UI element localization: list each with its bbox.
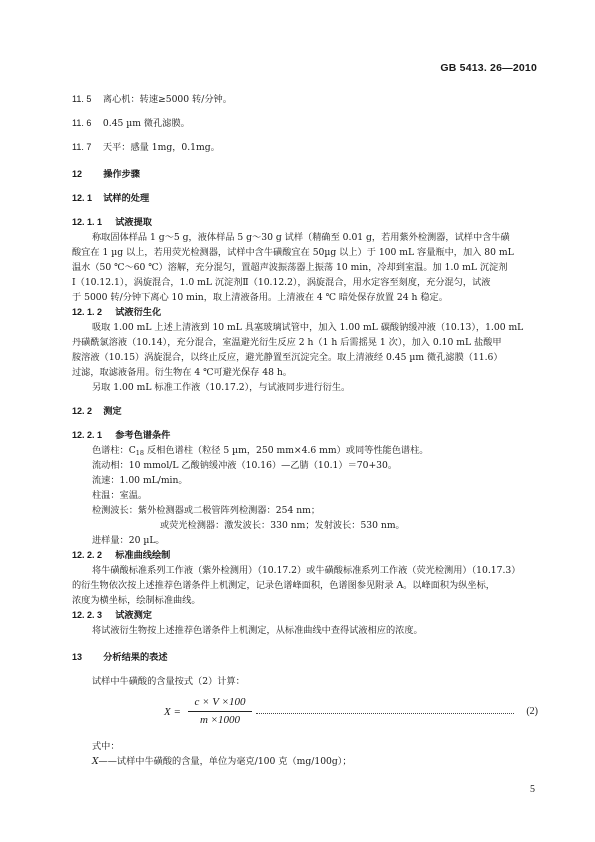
formula-intro: 试样中牛磺酸的含量按式（2）计算： [92,676,245,687]
paragraph-line: 丹磺酰氯溶液（10.14），充分混合，室温避光衍生反应 2 h（1 h 后需摇晃 1 次），加入 0.10 mL 盐酸甲 [72,337,502,348]
wavelength-spec-alt: 或荧光检测器：激发波长：330 nm；发射波长：530 nm。 [160,520,405,531]
formula-denominator: m ×1000 [199,714,241,726]
paragraph-line: 酸宜在 1 µg 以上，若用荧光检测器，试样中含牛磺酸宜在 50µg 以上）于 100 mL 容量瓶中，加入 80 mL [72,247,514,258]
page-number: 5 [530,784,535,795]
section-heading-12-1 [72,191,542,206]
paragraph-line: 过滤，取滤液备用。衍生物在 4 ℃可避光保存 48 h。 [72,367,292,378]
section-title: 分析结果的表述 [103,652,168,663]
subsection-title: 试液测定 [115,610,152,621]
section-heading-12-2 [72,404,542,419]
document-body [72,92,542,769]
clause-text: 0.45 µm 微孔滤膜。 [102,118,190,129]
variable-definition [72,754,542,769]
clause-number: 11. 6 [72,118,92,128]
formula-fraction [188,694,252,729]
subsection-title: 试液提取 [115,217,152,228]
subsection-title: 参考色谱条件 [115,430,171,441]
subsection-number: 12. 2. 1 [72,430,103,440]
section-heading-12 [72,167,542,182]
column-spec: 色谱柱：$C_{18}$ 反相色谱柱（粒径 5 µm，250 mm×4.6 mm）或同等性能色谱柱。 [92,445,429,457]
subsection-title: 试液衍生化 [115,307,162,318]
section-number: 12 [72,169,83,179]
formula-lhs: X = [164,706,181,718]
formula-numerator: c × V ×100 [194,696,246,708]
flow-rate-spec: 流速：1.00 mL/min。 [92,475,188,486]
clause-11-7 [72,140,542,155]
subsection-number: 12. 1. 1 [72,217,103,227]
clause-text: 天平：感量 1mg，0.1mg。 [102,142,220,153]
leader-dots [256,713,514,714]
paragraph-line: 将牛磺酸标准系列工作液（紫外检测用）（10.17.2）或牛磺酸标准系列工作液（荧光检测用）（10.17.3） [92,565,521,576]
clause-text: 离心机：转速≥5000 转/分钟。 [102,94,232,105]
subsection-number: 12. 2. 2 [72,550,103,560]
paragraph-line: 于 5000 转/分钟下离心 10 min，取上清液备用。上清液在 4 ℃ 暗处保存放置 24 h 稳定。 [72,292,448,303]
clause-number: 11. 5 [72,94,92,104]
section-number: 13 [72,652,83,662]
section-title: 试样的处理 [103,193,150,204]
mobile-phase-spec: 流动相：10 mmol/L 乙酸钠缓冲液（10.16）—乙腈（10.1）＝70+30。 [92,460,398,471]
paragraph-line: 温水（50 ℃～60 ℃）溶解，充分混匀，置超声波振荡器上振荡 10 min，冷却到室温。加 1.0 mL 沉淀剂 [72,262,508,273]
where-label: 式中： [92,741,120,752]
formula-2 [72,693,542,733]
injection-volume-spec: 进样量：20 µL。 [92,535,165,546]
column-subscript: 18 [135,449,145,457]
section-title: 测定 [103,406,122,417]
section-heading-13 [72,650,542,665]
paragraph-line: 浓度为横坐标，绘制标准曲线。 [72,595,201,606]
subsection-number: 12. 1. 2 [72,307,103,317]
variable-description: ——试样中牛磺酸的含量，单位为毫克/100 克（mg/100g）； [98,756,352,767]
subsection-heading-12-1-1 [72,215,542,230]
paragraph-line: 称取固体样品 1 g～5 g，液体样品 5 g～30 g 试样（精确至 0.01 g，若用紫外检测器，试样中含牛磺 [92,232,510,243]
paragraph-line: 另取 1.00 mL 标准工作液（10.17.2），与试液同步进行衍生。 [92,382,351,393]
paragraph-line: 的衍生物依次按上述推荐色谱条件上机测定，记录色谱峰面积，色谱图参见附录 A。以峰面积为纵坐标， [72,580,495,591]
section-number: 12. 2 [72,406,93,416]
standard-code: GB 5413. 26—2010 [440,62,537,74]
subsection-number: 12. 2. 3 [72,610,103,620]
paragraph-line: 吸取 1.00 mL 上述上清液到 10 mL 具塞玻璃试管中，加入 1.00 mL 碳酸钠缓冲液（10.13），1.00 mL [92,322,524,333]
column-temp-spec: 柱温：室温。 [92,490,148,501]
paragraph-line: 将试液衍生物按上述推荐色谱条件上机测定，从标准曲线中查得试液相应的浓度。 [92,625,423,636]
paragraph-line: Ⅰ（10.12.1），涡旋混合，1.0 mL 沉淀剂Ⅱ（10.12.2），涡旋混合，用水定容至刻度，充分混匀，试液 [72,277,491,288]
subsection-heading-12-2-2 [72,548,542,563]
subsection-heading-12-2-1 [72,428,542,443]
equation-number: (2) [526,706,538,717]
clause-11-6 [72,116,542,131]
paragraph-line: 胺溶液（10.15）涡旋混合，以终止反应，避光静置至沉淀完全。取上清液经 0.45 µm 微孔滤膜（11.6） [72,352,503,363]
variable-symbol: X [92,756,99,767]
clause-number: 11. 7 [72,142,92,152]
subsection-heading-12-1-2 [72,305,542,320]
wavelength-spec: 检测波长：紫外检测器或二极管阵列检测器：254 nm； [92,505,321,516]
section-title: 操作步骤 [103,169,140,180]
clause-11-5 [72,92,542,107]
subsection-heading-12-2-3 [72,608,542,623]
section-number: 12. 1 [72,193,93,203]
subsection-title: 标准曲线绘制 [115,550,171,561]
